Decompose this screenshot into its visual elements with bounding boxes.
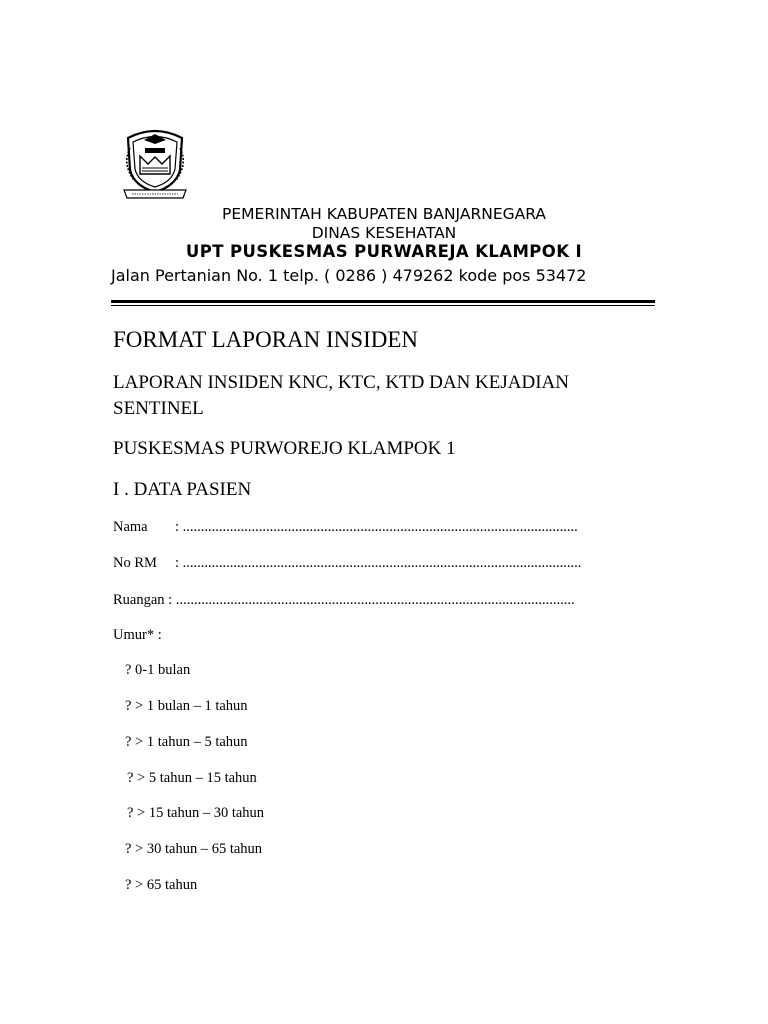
regency-emblem-icon	[118, 126, 192, 200]
form-subtitle: LAPORAN INSIDEN KNC, KTC, KTD DAN KEJADIAN SENTINEL	[113, 372, 569, 419]
age-option[interactable]: ? > 65 tahun	[125, 877, 198, 893]
section-heading: I . DATA PASIEN	[113, 479, 252, 500]
field-blank: ..............................................................................................................	[182, 555, 582, 571]
header-government: PEMERINTAH KABUPATEN BANJARNEGARA	[222, 205, 546, 223]
field-no-rm	[113, 555, 635, 572]
field-label: No RM	[113, 555, 157, 571]
field-separator: :	[175, 555, 180, 571]
age-label: Umur* :	[113, 627, 162, 643]
field-ruangan	[113, 592, 630, 609]
field-label: Ruangan :	[113, 592, 173, 608]
header-divider-thin	[111, 305, 655, 306]
age-option[interactable]: ? > 5 tahun – 15 tahun	[127, 770, 257, 786]
age-option[interactable]: ? > 15 tahun – 30 tahun	[127, 805, 265, 821]
age-option[interactable]: ? 0-1 bulan	[125, 662, 191, 678]
field-label: Nama	[113, 519, 148, 535]
header-address: Jalan Pertanian No. 1 telp. ( 0286 ) 479262 kode pos 53472	[111, 266, 587, 285]
form-title: FORMAT LAPORAN INSIDEN	[113, 327, 418, 352]
age-option[interactable]: ? > 1 bulan – 1 tahun	[125, 698, 248, 714]
puskesmas-name: PUSKESMAS PURWOREJO KLAMPOK 1	[113, 438, 456, 459]
header-institution: UPT PUSKESMAS PURWAREJA KLAMPOK I	[185, 242, 583, 261]
age-option[interactable]: ? > 1 tahun – 5 tahun	[125, 734, 248, 750]
field-blank: ..............................................................................................................	[175, 592, 575, 608]
field-blank: .............................................................................................................	[182, 519, 578, 535]
field-nama	[113, 519, 633, 536]
header-department: DINAS KESEHATAN	[311, 224, 457, 242]
age-option[interactable]: ? > 30 tahun – 65 tahun	[125, 841, 263, 857]
field-separator: :	[175, 519, 180, 535]
header-divider-thick	[111, 300, 655, 303]
